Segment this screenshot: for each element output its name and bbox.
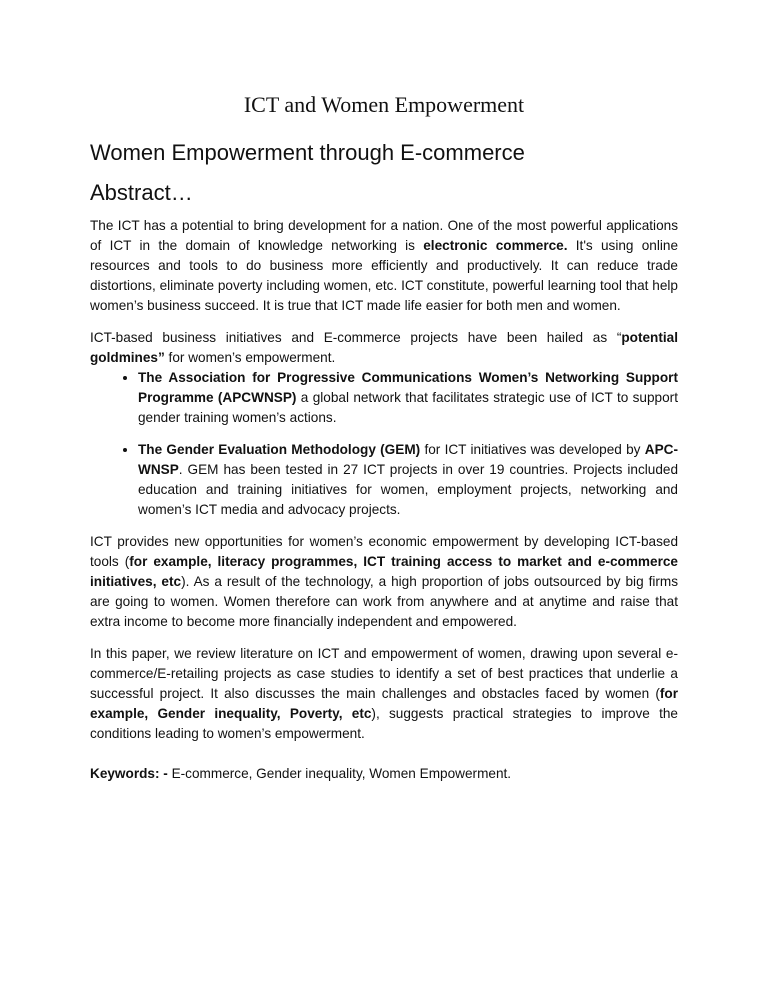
paragraph-opportunities-text-a: ICT provides new opportunities for women’s economic empowerment by developing ICT-based tools ( bbox=[90, 534, 678, 569]
bullet-text: for ICT initiatives was developed by bbox=[420, 442, 645, 457]
bullet-text: a global network that facilitates strategic use of ICT to support gender training women’s actions. bbox=[138, 390, 678, 425]
keywords-line bbox=[90, 764, 678, 784]
document-body bbox=[90, 92, 678, 796]
bullet-bold-secondary: APC-WNSP bbox=[138, 442, 678, 477]
paragraph-intro-text-c: It's using online resources and tools to do business more efficiently and productively. It can reduce trade distortions, eliminate poverty including women, etc. ICT constitute, powerful learning tool that help women’s business succeed. It is true that ICT made life easier for both men and women. bbox=[90, 238, 679, 313]
paragraph-opportunities-text-c: ). As a result of the technology, a high proportion of jobs outsourced by big firms are going to women. Women therefore can work from anywhere and at anytime and raise that extra income to become more financially independent and empowered. bbox=[90, 574, 679, 629]
paragraph-review bbox=[90, 644, 678, 744]
bullet-list bbox=[90, 368, 678, 520]
paragraph-initiatives-text-c: for women’s empowerment. bbox=[164, 350, 336, 365]
document-title: ICT and Women Empowerment bbox=[243, 92, 525, 117]
document-subtitle: Women Empowerment through E-commerce bbox=[90, 140, 525, 165]
paragraph-intro-emphasis: electronic commerce. bbox=[423, 238, 568, 253]
paragraph-initiatives bbox=[90, 328, 678, 368]
paragraph-initiatives-emphasis: potential goldmines” bbox=[90, 330, 678, 365]
abstract-heading: Abstract… bbox=[90, 180, 193, 205]
bullet-bold: The Association for Progressive Communications Women’s Networking Support Programme (APCWNSP) bbox=[138, 370, 678, 405]
bullet-item-gem bbox=[138, 440, 678, 520]
paragraph-review-text-a: In this paper, we review literature on ICT and empowerment of women, drawing upon several e-commerce/E-retailing projects as case studies to identify a set of best practices that underlie a successful project. It also discusses the main challenges and obstacles faced by women ( bbox=[90, 646, 678, 701]
paragraph-opportunities bbox=[90, 532, 678, 632]
paragraph-initiatives-text-a: ICT-based business initiatives and E-commerce projects have been hailed as “ bbox=[90, 330, 622, 345]
paragraph-review-emphasis: for example, Gender inequality, Poverty, etc bbox=[90, 686, 678, 721]
paragraph-intro-text-a: The ICT has a potential to bring development for a nation. One of the most powerful applications of ICT in the domain of knowledge networking is bbox=[90, 218, 678, 253]
bullet-text-secondary: . GEM has been tested in 27 ICT projects in over 19 countries. Projects included education and training initiatives for women, employment projects, networking and women’s ICT media and advocacy projects. bbox=[138, 462, 678, 517]
paragraph-intro bbox=[90, 216, 678, 316]
bullet-bold: The Gender Evaluation Methodology (GEM) bbox=[138, 442, 421, 457]
paragraph-opportunities-emphasis: for example, literacy programmes, ICT training access to market and e-commerce initiatives, etc bbox=[90, 554, 678, 589]
paragraph-review-text-c: ), suggests practical strategies to improve the conditions leading to women’s empowerment. bbox=[90, 706, 678, 741]
keywords-label: Keywords: - bbox=[90, 766, 168, 781]
keywords-text: E-commerce, Gender inequality, Women Empowerment. bbox=[167, 766, 512, 781]
bullet-item-apcwnsp bbox=[138, 368, 678, 428]
